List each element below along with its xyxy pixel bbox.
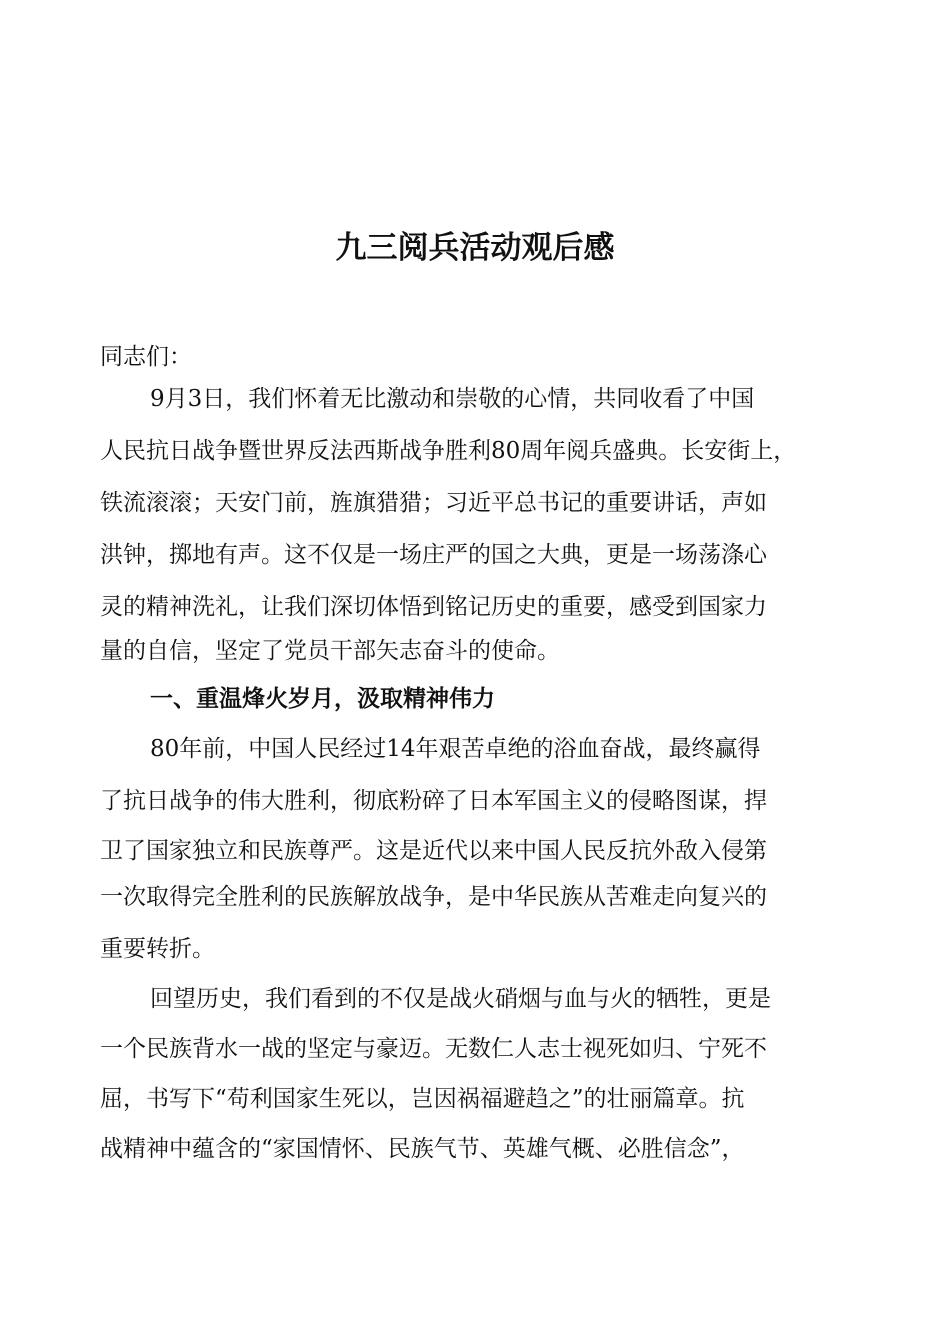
document-title: 九三阅兵活动观后感 xyxy=(335,230,615,266)
paragraph-line: 洪钟，掷地有声。这不仅是一场庄严的国之大典，更是一场荡涤心 xyxy=(100,542,767,568)
paragraph-line: 铁流滚滚；天安门前，旌旗猎猎；习近平总书记的重要讲话，声如 xyxy=(100,490,767,516)
paragraph-line: 灵的精神洗礼，让我们深切体悟到铭记历史的重要，感受到国家力 xyxy=(100,594,767,620)
paragraph-line: 一个民族背水一战的坚定与豪迈。无数仁人志士视死如归、宁死不 xyxy=(100,1036,767,1062)
section-heading: 一、重温烽火岁月，汲取精神伟力 xyxy=(150,686,495,712)
salutation: 同志们： xyxy=(100,344,192,370)
paragraph-line: 9月3日，我们怀着无比激动和崇敬的心情，共同收看了中国 xyxy=(150,386,755,412)
paragraph-line: 80年前，中国人民经过14年艰苦卓绝的浴血奋战，最终赢得 xyxy=(150,736,761,762)
paragraph-line: 屈，书写下“苟利国家生死以，岂因祸福避趋之”的壮丽篇章。抗 xyxy=(100,1086,745,1112)
paragraph-line: 战精神中蕴含的“家国情怀、民族气节、英雄气概、必胜信念”， xyxy=(100,1136,745,1162)
paragraph-line: 了抗日战争的伟大胜利，彻底粉碎了日本军国主义的侵略图谋，捍 xyxy=(100,788,767,814)
paragraph-line: 回望历史，我们看到的不仅是战火硝烟与血与火的牺牲，更是 xyxy=(150,986,771,1012)
paragraph-line: 人民抗日战争暨世界反法西斯战争胜利80周年阅兵盛典。长安街上， xyxy=(100,438,797,464)
paragraph-line: 卫了国家独立和民族尊严。这是近代以来中国人民反抗外敌入侵第 xyxy=(100,838,767,864)
paragraph-line: 重要转折。 xyxy=(100,936,215,962)
paragraph-line: 一次取得完全胜利的民族解放战争，是中华民族从苦难走向复兴的 xyxy=(100,884,767,910)
paragraph-line: 量的自信，坚定了党员干部矢志奋斗的使命。 xyxy=(100,638,560,664)
